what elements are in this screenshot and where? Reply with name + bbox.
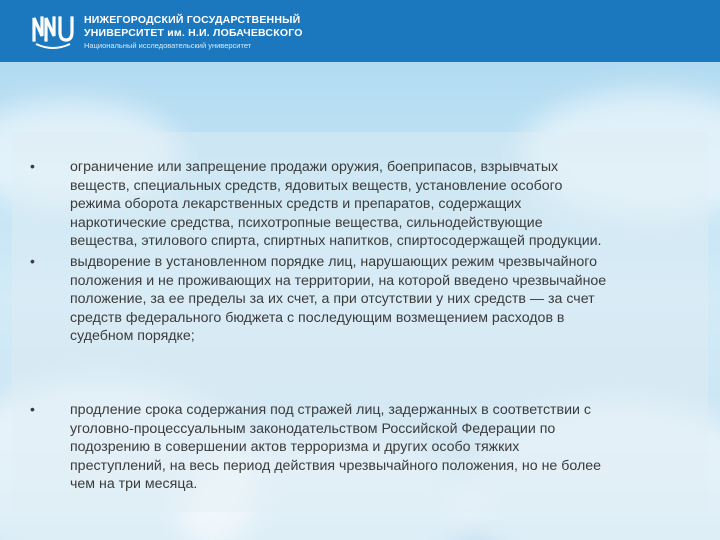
- text-line: наркотические средства, психотропные вещества, сильнодействующие: [70, 214, 543, 231]
- text-line: средств федерального бюджета с последующим возмещением расходов в: [70, 309, 565, 326]
- bullet-marker: •: [30, 401, 35, 417]
- text-line: преступлений, на весь период действия чрезвычайного положения, но не более: [70, 457, 602, 474]
- text-line: чем на три месяца.: [70, 476, 198, 493]
- text-line: подозрению в совершении актов терроризма и других особо тяжких: [70, 439, 520, 456]
- bullet-marker: •: [30, 253, 35, 269]
- text-line: судебном порядке;: [70, 328, 195, 345]
- header-bar: [0, 0, 720, 62]
- list-item-text: [70, 158, 690, 251]
- text-line: положение, за ее пределы за их счет, а при отсутствии у них средств — за счет: [70, 291, 595, 308]
- university-subtitle: Национальный исследовательский университет: [84, 41, 252, 50]
- nnu-logo-icon: [30, 10, 76, 52]
- text-line: вещества, этилового спирта, спиртных напитков, спиртосодержащей продукции.: [70, 233, 602, 250]
- text-line: ограничение или запрещение продажи оружия, боеприпасов, взрывчатых: [70, 159, 559, 175]
- bullet-marker: •: [30, 158, 35, 174]
- text-line: режима оборота лекарственных средств и препаратов, содержащих: [70, 196, 522, 213]
- text-line: уголовно-процессуальным законодательством Российской Федерации по: [70, 420, 556, 437]
- text-line: положения и не проживающих на территории, на которой введено чрезвычайное: [70, 272, 607, 289]
- list-item-text: [70, 253, 690, 346]
- text-line: выдворение в установленном порядке лиц, нарушающих режим чрезвычайного: [70, 254, 598, 270]
- university-name-line2: УНИВЕРСИТЕТ им. Н.И. ЛОБАЧЕВСКОГО: [84, 27, 303, 39]
- text-line: продление срока содержания под стражей лиц, задержанных в соответствии с: [70, 402, 591, 418]
- content-panel: [12, 132, 708, 512]
- university-name-line1: НИЖЕГОРОДСКИЙ ГОСУДАРСТВЕННЫЙ: [84, 14, 301, 26]
- text-line: веществ, специальных средств, ядовитых веществ, установление особого: [70, 177, 563, 194]
- list-item-text: [70, 401, 690, 494]
